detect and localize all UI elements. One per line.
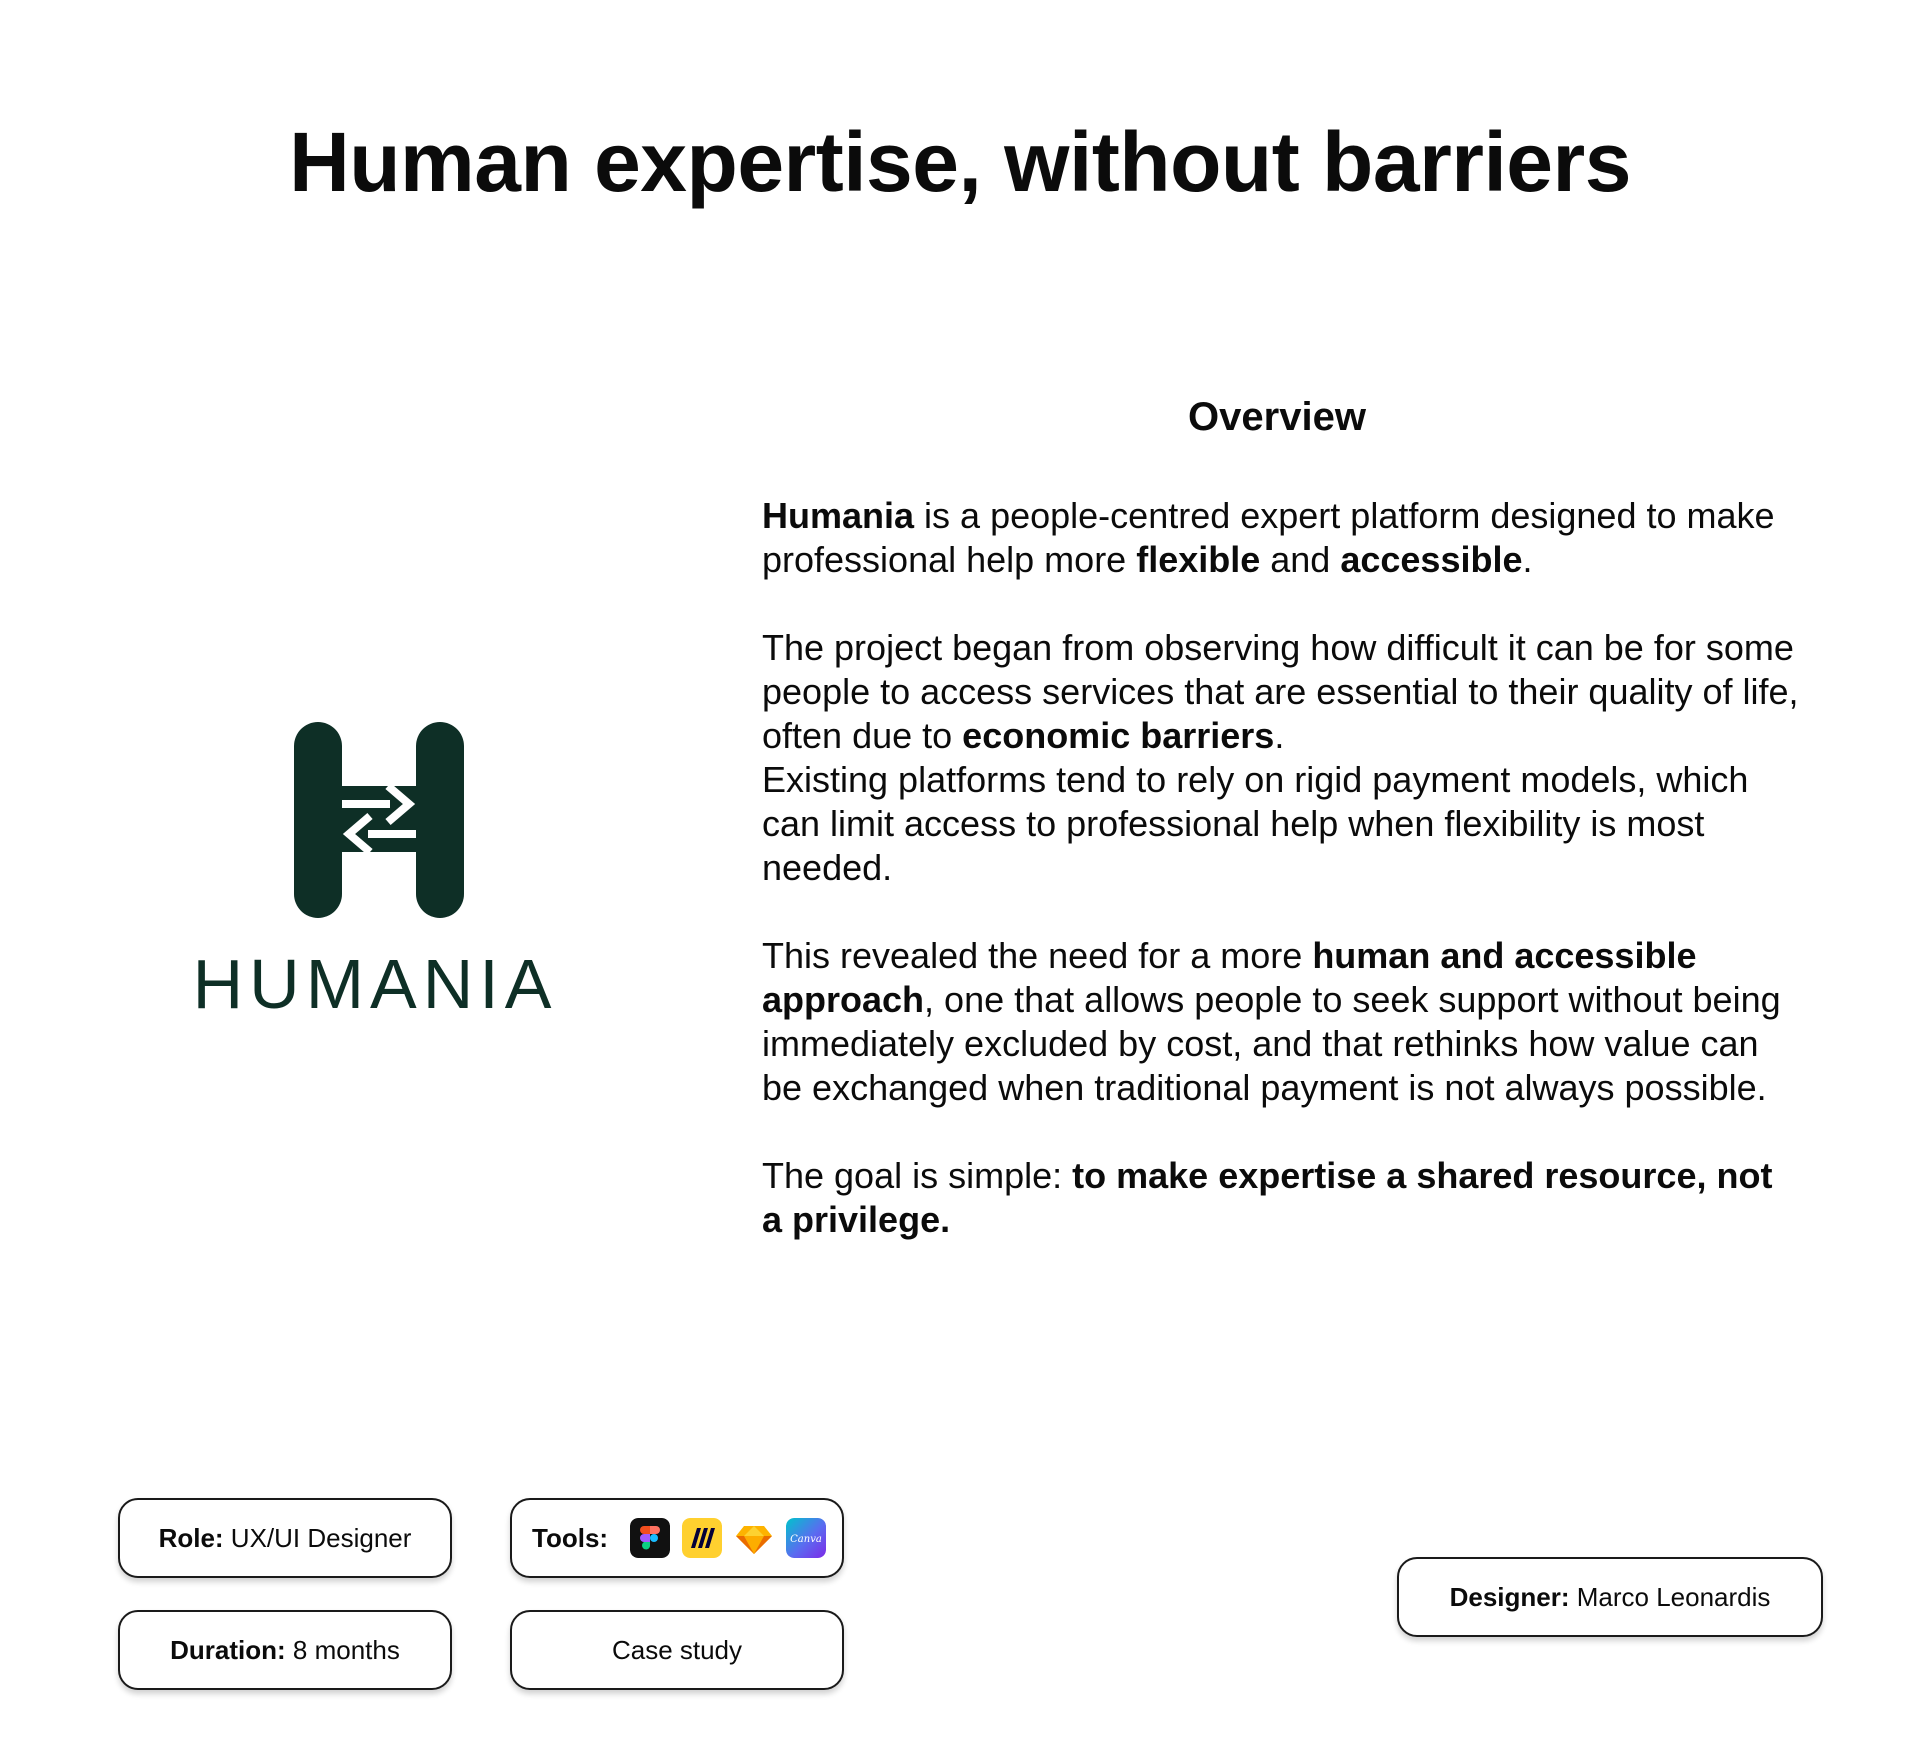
designer-chip: Designer: Marco Leonardis [1397, 1557, 1823, 1637]
tools-chip: Tools: Canva [510, 1498, 844, 1578]
sketch-icon [734, 1518, 774, 1558]
overview-heading: Overview [1188, 395, 1366, 439]
case-study-chip: Case study [510, 1610, 844, 1690]
role-chip: Role: UX/UI Designer [118, 1498, 452, 1578]
overview-section [762, 384, 1802, 1286]
canva-icon [786, 1518, 826, 1558]
overview-paragraph-1: Humania is a people-centred expert platform designed to make professional help more flexible and accessible. [762, 495, 1775, 580]
h-arrows-logo-icon [294, 722, 464, 918]
overview-paragraph-2: The project began from observing how difficult it can be for some people to access services that are essential to their quality of life, often due to economic barriers. Existing platforms tend to rely on rigid payment models, which can limit access to professional help when flexibility is most needed. [762, 627, 1799, 888]
brand-name: Humania [762, 495, 915, 536]
humania-logo [180, 722, 570, 1022]
page-title: Human expertise, without barriers [289, 115, 1631, 209]
logo-wordmark: HUMANIA [192, 945, 558, 1023]
figma-icon [630, 1518, 670, 1558]
duration-chip: Duration: 8 months [118, 1610, 452, 1690]
miro-icon [682, 1518, 722, 1558]
overview-paragraph-4: The goal is simple: to make expertise a shared resource, not a privilege. [762, 1155, 1773, 1240]
overview-paragraph-3: This revealed the need for a more human and accessible approach, one that allows people to seek support without being immediately excluded by cost, and that rethinks how value can be exchanged when traditional payment is not always possible. [762, 935, 1781, 1108]
tool-icons [630, 1518, 826, 1558]
svg-text:Canva: Canva [790, 1534, 822, 1545]
